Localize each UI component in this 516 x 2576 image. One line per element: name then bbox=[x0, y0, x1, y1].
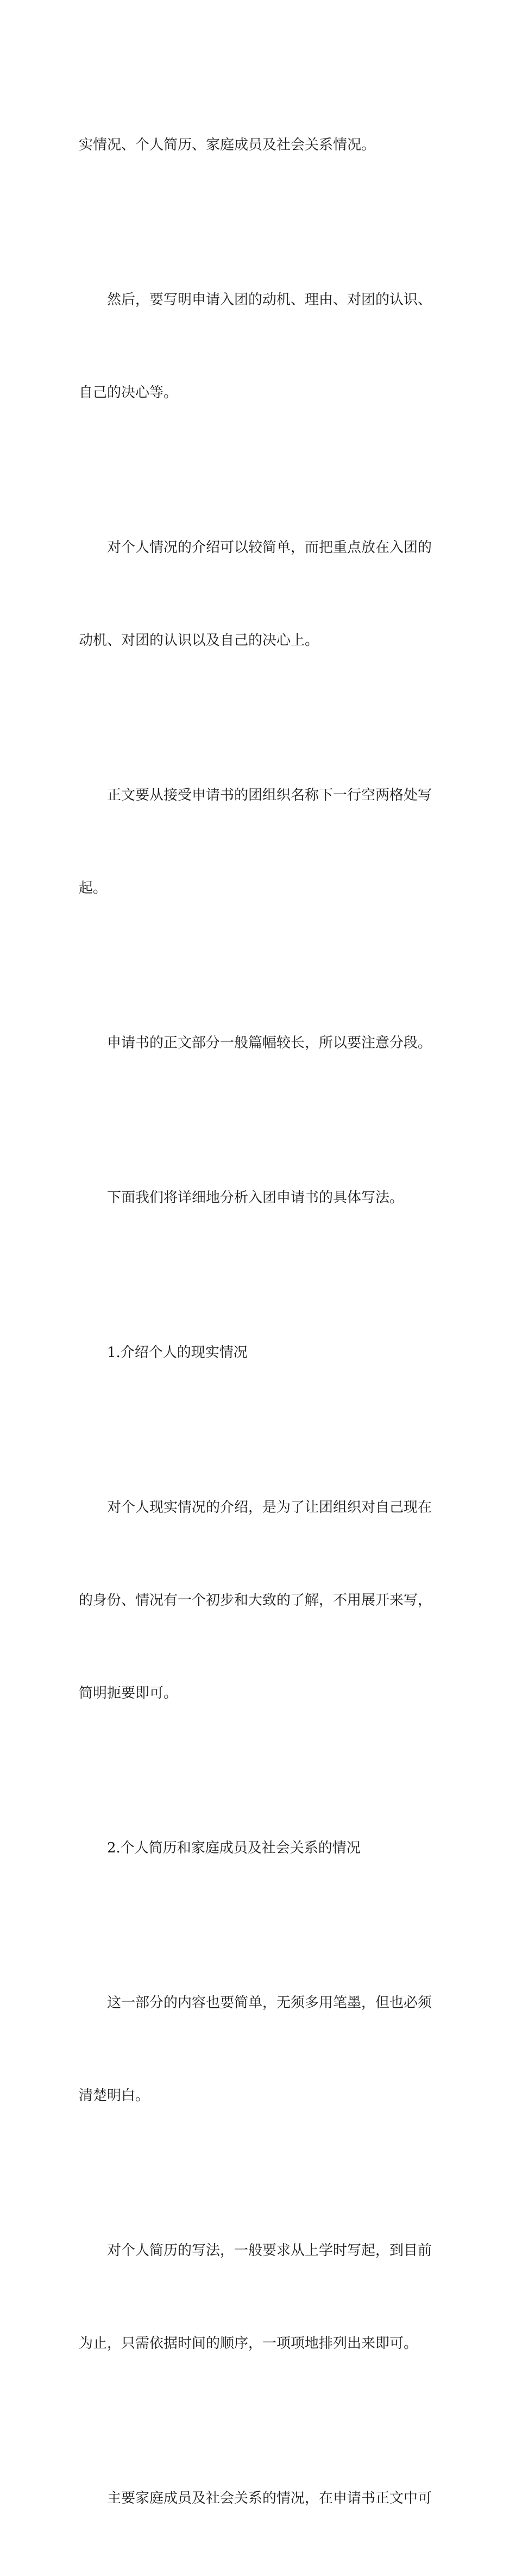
text-line: 2.个人简历和家庭成员及社会关系的情况 bbox=[107, 1840, 361, 1856]
text-line: 动机、对团的认识以及自己的决心上。 bbox=[79, 632, 319, 649]
text-line: 主要家庭成员及社会关系的情况，在申请书正文中可 bbox=[107, 2490, 432, 2506]
text-line: 申请书的正文部分一般篇幅较长，所以要注意分段。 bbox=[107, 1035, 432, 1051]
paragraph bbox=[79, 1121, 443, 1276]
text-line: 然后，要写明申请入团的动机、理由、对团的认识、 bbox=[107, 292, 432, 308]
text-line: 自己的决心等。 bbox=[79, 385, 178, 401]
text-line: 简明扼要即可。 bbox=[79, 1685, 178, 1701]
paragraph bbox=[79, 1430, 443, 1771]
text-line: 正文要从接受申请书的团组织名称下一行空两格处写 bbox=[107, 787, 432, 803]
text-line: 清楚明白。 bbox=[79, 2088, 150, 2104]
paragraph bbox=[79, 2173, 443, 2421]
paragraph bbox=[79, 223, 443, 470]
paragraph bbox=[79, 966, 443, 1121]
text-line: 下面我们将详细地分析入团申请书的具体写法。 bbox=[107, 1190, 404, 1206]
text-line: 对个人现实情况的介绍，是为了让团组织对自己现在 bbox=[107, 1499, 432, 1516]
text-line: 1.介绍个人的现实情况 bbox=[107, 1344, 248, 1361]
paragraph bbox=[79, 68, 443, 223]
paragraph bbox=[79, 470, 443, 718]
text-line: 的身份、情况有一个初步和大致的了解，不用展开来写， bbox=[79, 1592, 432, 1609]
paragraph bbox=[79, 1926, 443, 2173]
text-line: 为止，只需依据时间的顺序，一项项地排列出来即可。 bbox=[79, 2335, 418, 2352]
text-line: 这一部分的内容也要简单，无须多用笔墨，但也必须 bbox=[107, 1995, 432, 2011]
text-line: 对个人简历的写法，一般要求从上学时写起，到目前 bbox=[107, 2242, 432, 2259]
section-heading bbox=[79, 1771, 443, 1926]
text-line: 起。 bbox=[79, 880, 108, 896]
text-line: 对个人情况的介绍可以较简单，而把重点放在入团的 bbox=[107, 539, 432, 556]
document-body bbox=[79, 68, 443, 2576]
paragraph bbox=[79, 2421, 443, 2576]
text-line: 实情况、个人简历、家庭成员及社会关系情况。 bbox=[79, 137, 376, 153]
section-heading bbox=[79, 1276, 443, 1430]
paragraph bbox=[79, 718, 443, 966]
